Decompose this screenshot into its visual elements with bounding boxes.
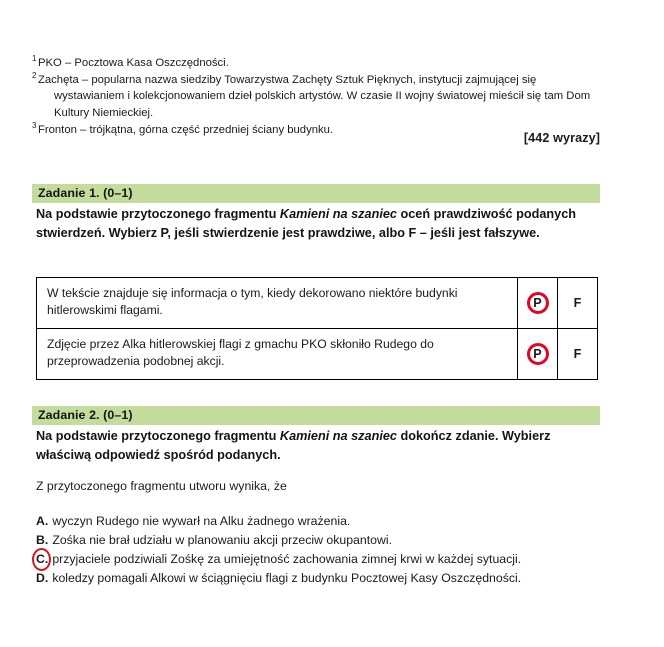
task-2-instruction-part1: Na podstawie przytoczonego fragmentu xyxy=(36,429,280,443)
option-false-label: F xyxy=(573,295,582,310)
footnote-text: Fronton – trójkątna, górna część przedniej ściany budynku. xyxy=(37,123,334,136)
footnote-text: PKO – Pocztowa Kasa Oszczędności. xyxy=(37,57,229,69)
option-false-wrapper[interactable] xyxy=(565,341,591,367)
footnote-1 xyxy=(32,55,612,71)
true-false-table xyxy=(36,277,598,380)
statement-cell: W tekście znajduje się informacja o tym, kiedy dekorowano niektóre budynki hitlerowskimi flagami. xyxy=(37,278,518,329)
answer-option-a-text: wyczyn Rudego nie wywarł na Alku żadnego wrażenia. xyxy=(52,514,351,528)
option-cell-false[interactable] xyxy=(558,278,598,329)
statement-cell: Zdjęcie przez Alka hitlerowskiej flagi z gmachu PKO skłoniło Rudego do przeprowadzenia podobnej akcji. xyxy=(37,328,518,379)
option-false-label: F xyxy=(573,346,582,361)
table-row xyxy=(37,328,598,379)
answer-option-a-key xyxy=(36,512,48,531)
task-2-instruction xyxy=(36,427,606,464)
answer-option-b[interactable] xyxy=(36,531,616,550)
option-cell-true[interactable] xyxy=(518,328,558,379)
option-true-label: P xyxy=(533,346,542,361)
option-cell-true[interactable] xyxy=(518,278,558,329)
answer-option-a[interactable] xyxy=(36,512,616,531)
task-2-work-title: Kamieni na szaniec xyxy=(279,429,397,443)
task-1-instruction xyxy=(36,205,606,242)
table-row xyxy=(37,278,598,329)
answer-option-d-text: koledzy pomagali Alkowi w ściągnięciu flagi z budynku Pocztowej Kasy Oszczędności. xyxy=(52,571,522,585)
footnote-text-continued: wystawianiem i kolekcjonowaniem dzieł polskich artystów. W czasie II wojny światowej mieścił się tam Dom xyxy=(54,90,591,103)
option-true-wrapper[interactable] xyxy=(525,290,551,316)
footnote-marker: 1 xyxy=(32,54,37,64)
footnote-2 xyxy=(32,72,612,121)
answer-option-c-key xyxy=(36,550,48,569)
footnotes-section xyxy=(32,55,612,139)
task-2-instruction-part2: dokończ zdanie. Wybierz właściwą odpowiedź spośród podanych. xyxy=(36,429,551,462)
answer-option-c[interactable] xyxy=(36,550,616,569)
task-2-header-band xyxy=(32,406,600,425)
option-key-text: A. xyxy=(36,514,49,528)
task-1-instruction-part2: oceń prawdziwość podanych stwierdzeń. Wybierz P, jeśli stwierdzenie jest prawdziwe, albo F – jeśli jest fałszywe. xyxy=(36,207,577,240)
task-1-header-band xyxy=(32,184,600,203)
footnote-text-continued: Kultury Niemieckiej. xyxy=(54,106,154,119)
footnote-marker: 2 xyxy=(32,71,37,81)
answer-options-list xyxy=(36,512,616,588)
task-1-header-label: Zadanie 1. (0–1) xyxy=(38,186,133,200)
answer-option-d-key xyxy=(36,569,48,588)
option-key-text: B. xyxy=(36,533,49,547)
option-key-text: C. xyxy=(36,552,49,566)
option-key-text: D. xyxy=(36,571,49,585)
answer-option-c-text: przyjaciele podziwiali Zośkę za umiejętność zachowania zimnej krwi w każdej sytuacji. xyxy=(52,552,522,566)
option-false-wrapper[interactable] xyxy=(565,290,591,316)
footnote-text: Zachęta – popularna nazwa siedziby Towarzystwa Zachęty Sztuk Pięknych, instytucji zajmującej się xyxy=(37,74,537,87)
option-true-wrapper[interactable] xyxy=(525,341,551,367)
task-2-stem: Z przytoczonego fragmentu utworu wynika, że xyxy=(36,479,287,493)
answer-option-d[interactable] xyxy=(36,569,616,588)
option-true-label: P xyxy=(533,295,542,310)
footnote-marker: 3 xyxy=(32,121,37,131)
task-2-header-label: Zadanie 2. (0–1) xyxy=(38,408,133,422)
task-1-instruction-part1: Na podstawie przytoczonego fragmentu xyxy=(36,207,280,221)
word-count-note: [442 wyrazy] xyxy=(523,131,600,145)
task-1-work-title: Kamieni na szaniec xyxy=(279,207,397,221)
answer-option-b-text: Zośka nie brał udziału w planowaniu akcji przeciw okupantowi. xyxy=(52,533,393,547)
option-cell-false[interactable] xyxy=(558,328,598,379)
